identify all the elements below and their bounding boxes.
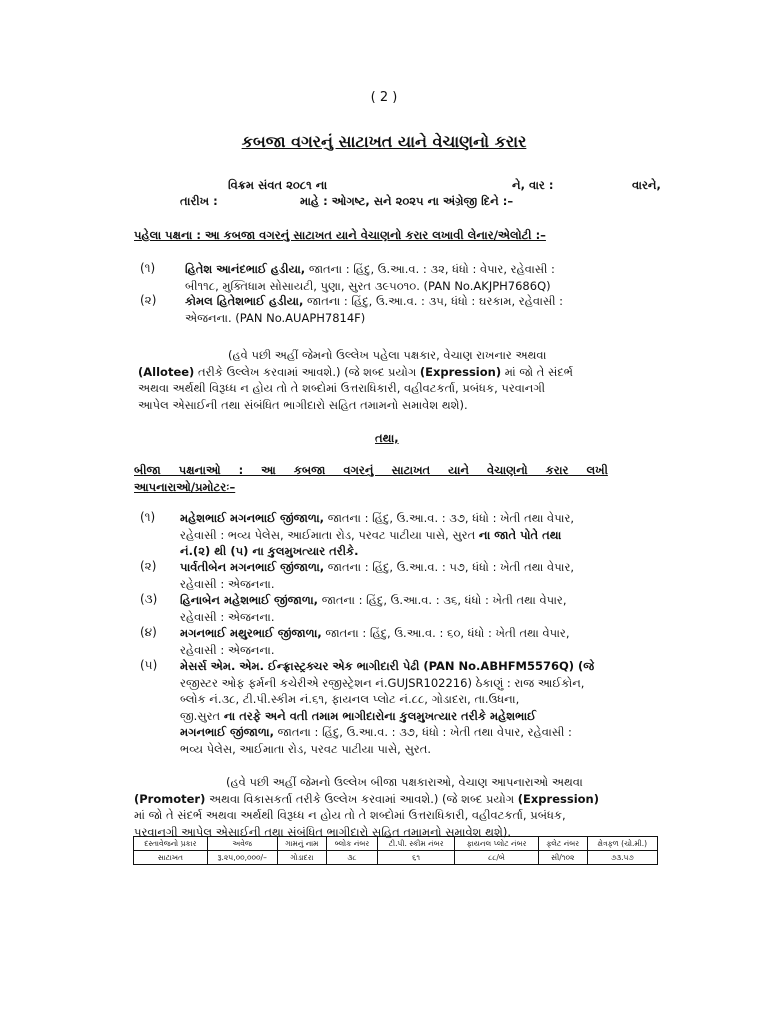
first-party-2-line2: એજનના. (PAN No.AUAPH7814F) <box>185 310 366 325</box>
second-party-note-line1: (હવે પછી અહીં જેમનો ઉલ્લેખ બીજા પક્ષકારાઓ, વેચાણ આપનારાઓ અથવા <box>226 775 583 789</box>
second-party-5-line5a: મગનભાઈ જીંજાળા, <box>180 725 274 739</box>
second-party-1-name: મહેશભાઈ મગનભાઈ જીંજાળા, <box>180 511 325 525</box>
date-mahe: માહે : ઓગષ્ટ, સને ૨૦૨૫ ના અંગ્રેજી દિને :– <box>300 194 514 208</box>
table-header: ટી.પી. સ્કીમ નંબર <box>377 837 454 851</box>
first-party-2-name: કોમલ હિતેશભાઈ હડીયા, <box>185 294 304 308</box>
first-party-note-line2: તરીકે ઉલ્લેખ કરવામાં આવશે.) (જે શબ્દ પ્રયોગ <box>194 364 420 379</box>
second-party-note-line4: પરવાનગી આપેલ એસાઈની તથા સંબંધિત ભાગીદારો સહિત તમામનો સમાવેશ થશે). <box>134 824 511 839</box>
table-cell: સી/૧૦૨ <box>538 851 587 865</box>
second-party-5-line6: ભવ્ય પેલેસ, આઈમાતા રોડ, પરવટ પાટીયા પાસે, સુરત. <box>180 741 431 756</box>
second-party-heading-line2: આપનારાઓ/પ્રમોટરઃ– <box>134 479 236 494</box>
date-var: ને, વાર : <box>512 178 554 192</box>
second-party-1 <box>180 510 660 560</box>
table-cell: ૭૩.૫૭ <box>587 851 657 865</box>
first-party-1-line2: બી૧૧૮, મુક્તિધામ સોસાયટી, પુણા, સુરત ૩૯૫૦૧૦. (PAN No.AKJPH7686Q) <box>185 278 551 293</box>
second-party-5-name: મેસર્સ એમ. એમ. ઈન્ફ્રાસ્ટ્રક્ચર એક ભાગીદારી પેઢી <box>180 659 420 673</box>
second-party-3-name: હિનાબેન મહેશભાઈ જીંજાળા, <box>180 593 319 607</box>
first-party-heading: પહેલા પક્ષના : આ કબજા વગરનું સાટાખત યાને વેચાણનો કરાર લખાવી લેનાર/એલોટી :– <box>134 228 546 242</box>
second-party-5-line4b: ના તરફે અને વતી તમામ ભાગીદારોના કુલમુખત્યાર તરીકે મહેશભાઈ <box>223 708 537 723</box>
table-cell: ૬૧ <box>377 851 454 865</box>
first-party-1-num: (૧) <box>140 261 156 275</box>
table-row <box>134 851 658 865</box>
table-header: ફ્લેટ નંબર <box>538 837 587 851</box>
second-party-1-line2b: ના જાતે પોતે તથા <box>478 527 562 542</box>
allotee-term: (Allotee) <box>138 364 195 379</box>
table-cell: ગોડાદરા <box>277 851 326 865</box>
first-party-note-line4: આપેલ એસાઈની તથા સંબંધિત ભાગીદારો સહિત તમામનો સમાવેશ થશે). <box>138 397 468 412</box>
second-party-heading-line1: બીજા પક્ષનાઓ : આ કબજા વગરનું સાટાખત યાને વેચાણનો કરાર લખી <box>134 463 608 477</box>
page-number: ( 2 ) <box>370 90 398 105</box>
second-party-3-line2: રહેવાસી : એજનના. <box>180 609 275 624</box>
first-party-note <box>138 347 660 413</box>
second-party-4-name: મગનભાઈ મથુરભાઈ જીંજાળા, <box>180 626 322 640</box>
expression-term-2: (Expression) <box>517 791 599 806</box>
table-cell: રૂ.૨૫,૦૦,૦૦૦/– <box>207 851 277 865</box>
tatha-heading: તથા, <box>375 431 399 445</box>
first-party-2-num: (૨) <box>140 293 157 307</box>
second-party-2 <box>180 559 660 592</box>
first-party-2-line1: જાતના : હિંદુ, ઉ.આ.વ. : ૩૫, ધંધો : ઘરકામ, રહેવાસી : <box>303 294 564 308</box>
second-party-note-line2: અથવા વિકાસકર્તા તરીકે ઉલ્લેખ કરવામાં આવશે.) (જે શબ્દ પ્રયોગ <box>205 791 518 806</box>
second-party-2-num: (૨) <box>140 559 157 573</box>
table-cell: ૩૮ <box>327 851 378 865</box>
date-samvat: વિક્રમ સંવત ૨૦૮૧ ના <box>228 178 328 192</box>
first-party-2 <box>185 293 655 326</box>
second-party-5-line3: બ્લોક નં.૩૮, ટી.પી.સ્કીમ નં.૬૧, ફાયનલ પ્લોટ નં.૮૮, ગોડાદરા, તા.ઉધના, <box>180 692 520 706</box>
second-party-4-line2: રહેવાસી : એજનના. <box>180 642 275 657</box>
second-party-5-line2: રજીસ્ટર ઓફ ફર્મની કચેરીએ રજીસ્ટ્રેશન નં.GUJSR102216) ઠેકાણું : રાજ આઈકોન, <box>180 675 585 690</box>
second-party-1-line3: નં.(૨) થી (૫) ના કુલમુખત્યાર તરીકે. <box>180 544 359 558</box>
table-header: ફાયનલ પ્લોટ નંબર <box>455 837 539 851</box>
second-party-note-line3: માં જો તે સંદર્ભ અથવા અર્થથી વિરૂધ્ધ ન હોય તો તે શબ્દોમાં ઉત્તરાધિકારી, વહીવટકર્તા, પ્રબંધક, <box>134 808 566 822</box>
second-party-3 <box>180 592 660 625</box>
promoter-term: (Promoter) <box>134 791 206 806</box>
table-header: ક્ષેત્રફળ (ચો.મી.) <box>587 837 657 851</box>
table-cell: ૮૮/બે <box>455 851 539 865</box>
second-party-3-num: (૩) <box>140 592 158 606</box>
second-party-heading <box>134 462 658 495</box>
table-header: અવેજ <box>207 837 277 851</box>
first-party-note-line1: (હવે પછી અહીં જેમનો ઉલ્લેખ પહેલા પક્ષકાર, વેચાણ રાખનાર અથવા <box>228 348 547 362</box>
table-header-row <box>134 837 658 851</box>
expression-term: (Expression) <box>419 364 502 379</box>
second-party-5-line1: (PAN No.ABHFM5576Q) (જે <box>419 659 595 673</box>
first-party-note-line3: અથવા અર્થથી વિરૂધ્ધ ન હોય તો તે શબ્દોમાં ઉત્તરાધિકારી, વહીવટકર્તા, પ્રબંધક, પરવાનગી <box>138 381 546 395</box>
second-party-5 <box>180 658 660 757</box>
first-party-note-line2-end: માં જો તે સંદર્ભ <box>501 364 573 379</box>
second-party-2-name: પાર્વતીબેન મગનભાઈ જીંજાળા, <box>180 560 325 574</box>
second-party-4-line1: જાતના : હિંદુ, ઉ.આ.વ. : ૬૦, ધંધો : ખેતી તથા વેપાર, <box>321 626 570 640</box>
second-party-2-line1: જાતના : હિંદુ, ઉ.આ.વ. : ૫૭, ધંધો : ખેતી તથા વેપાર, <box>324 560 575 574</box>
second-party-4-num: (૪) <box>140 625 157 639</box>
date-varne: વારને, <box>632 178 661 192</box>
second-party-3-line1: જાતના : હિંદુ, ઉ.આ.વ. : ૩૬, ધંધો : ખેતી તથા વેપાર, <box>318 593 567 607</box>
first-party-1-name: હિતેશ આનંદભાઈ હડીયા, <box>185 262 306 276</box>
second-party-2-line2: રહેવાસી : એજનના. <box>180 576 275 591</box>
second-party-4 <box>180 625 660 658</box>
second-party-5-num: (૫) <box>140 658 158 672</box>
table-header: ગામનું નામ <box>277 837 326 851</box>
second-party-note <box>134 774 660 840</box>
date-tarikh: તારીખ : <box>180 194 218 208</box>
first-party-1-line1: જાતના : હિંદુ, ઉ.આ.વ. : ૩૨, ધંધો : વેપાર, રહેવાસી : <box>305 262 555 276</box>
second-party-5-line4a: જી.સુરત <box>180 708 224 723</box>
document-title: કબજા વગરનું સાટાખત યાને વેચાણનો કરાર <box>241 132 527 151</box>
table-cell: સાટાખત <box>134 851 208 865</box>
second-party-1-line1: જાતના : હિંદુ, ઉ.આ.વ. : ૩૭, ધંધો : ખેતી તથા વેપાર, <box>324 511 575 525</box>
first-party-1 <box>185 261 655 294</box>
table-header: દસ્તાવેજનો પ્રકાર <box>134 837 208 851</box>
table-header: બ્લોક નંબર <box>327 837 378 851</box>
second-party-1-line2a: રહેવાસી : ભવ્ય પેલેસ, આઈમાતા રોડ, પરવટ પાટીયા પાસે, સુરત <box>180 527 479 542</box>
property-details-table <box>133 836 658 865</box>
second-party-1-num: (૧) <box>140 510 156 524</box>
second-party-5-line5b: જાતના : હિંદુ, ઉ.આ.વ. : ૩૭, ધંધો : ખેતી તથા વેપાર, રહેવાસી : <box>274 725 572 739</box>
